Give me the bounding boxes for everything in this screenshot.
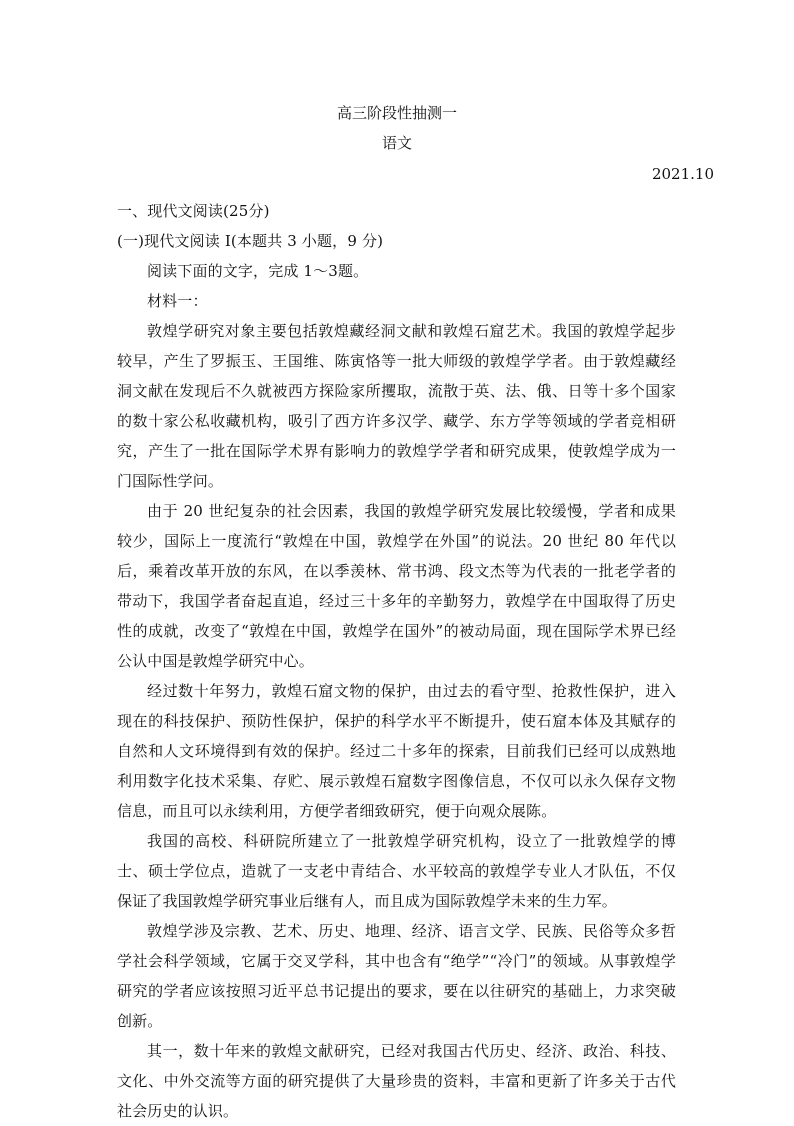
paragraph-5: 敦煌学涉及宗教、艺术、历史、地理、经济、语言文学、民族、民俗等众多哲学社会科学领域，它属于交叉学科，其中也含有“绝学”“冷门”的领域。从事敦煌学研究的学者应该按照习近平总书记提出的要求，要在以往研究的基础上，力求突破创新。 [117,922,676,1030]
reading-instruction: 阅读下面的文字，完成 1～3题。 [147,262,369,280]
exam-content [117,196,676,1126]
material-label: 材料一： [147,292,208,310]
exam-title: 高三阶段性抽测一 [336,104,457,122]
paragraph-3: 经过数十年努力，敦煌石窟文物的保护，由过去的看守型、抢救性保护，进入现在的科技保护、预防性保护，保护的科学水平不断提升，使石窟本体及其赋存的自然和人文环境得到有效的保护。经过二十多年的探索，目前我们已经可以成熟地利用数字化技术采集、存贮、展示敦煌石窟数字图像信息，不仅可以永久保存文物信息，而且可以永续利用，方便学者细致研究，便于向观众展陈。 [117,682,676,820]
paragraph-1: 敦煌学研究对象主要包括敦煌藏经洞文献和敦煌石窟艺术。我国的敦煌学起步较早，产生了罗振玉、王国维、陈寅恪等一批大师级的敦煌学学者。由于敦煌藏经洞文献在发现后不久就被西方探险家所攫取，流散于英、法、俄、日等十多个国家的数十家公私收藏机构，吸引了西方许多汉学、藏学、东方学等领域的学者竞相研究，产生了一批在国际学术界有影响力的敦煌学学者和研究成果，使敦煌学成为一门国际性学问。 [117,322,676,490]
section-heading: 一、现代文阅读(25分) [117,202,270,220]
paragraph-2: 由于 20 世纪复杂的社会因素，我国的敦煌学研究发展比较缓慢，学者和成果较少，国际上一度流行“敦煌在中国，敦煌学在外国”的说法。20 世纪 80 年代以后，乘着改革开放的东风，在以季羡林、常书鸿、段文杰等为代表的一批老学者的带动下，我国学者奋起直追，经过三十多年的辛勤努力，敦煌学在中国取得了历史性的成就，改变了“敦煌在中国，敦煌学在国外”的被动局面，现在国际学术界已经公认中国是敦煌学研究中心。 [117,502,676,670]
section-subheading: (一)现代文阅读 I(本题共 3 小题，9 分) [117,232,384,250]
paragraph-6: 其一，数十年来的敦煌文献研究，已经对我国古代历史、经济、政治、科技、文化、中外交流等方面的研究提供了大量珍贵的资料，丰富和更新了许多关于古代社会历史的认识。 [117,1042,676,1120]
paragraph-4: 我国的高校、科研院所建立了一批敦煌学研究机构，设立了一批敦煌学的博士、硕士学位点，造就了一支老中青结合、水平较高的敦煌学专业人才队伍，不仅保证了我国敦煌学研究事业后继有人，而且成为国际敦煌学未来的生力军。 [117,832,676,910]
exam-subject: 语文 [381,134,412,152]
exam-date: 2021.10 [651,165,714,183]
